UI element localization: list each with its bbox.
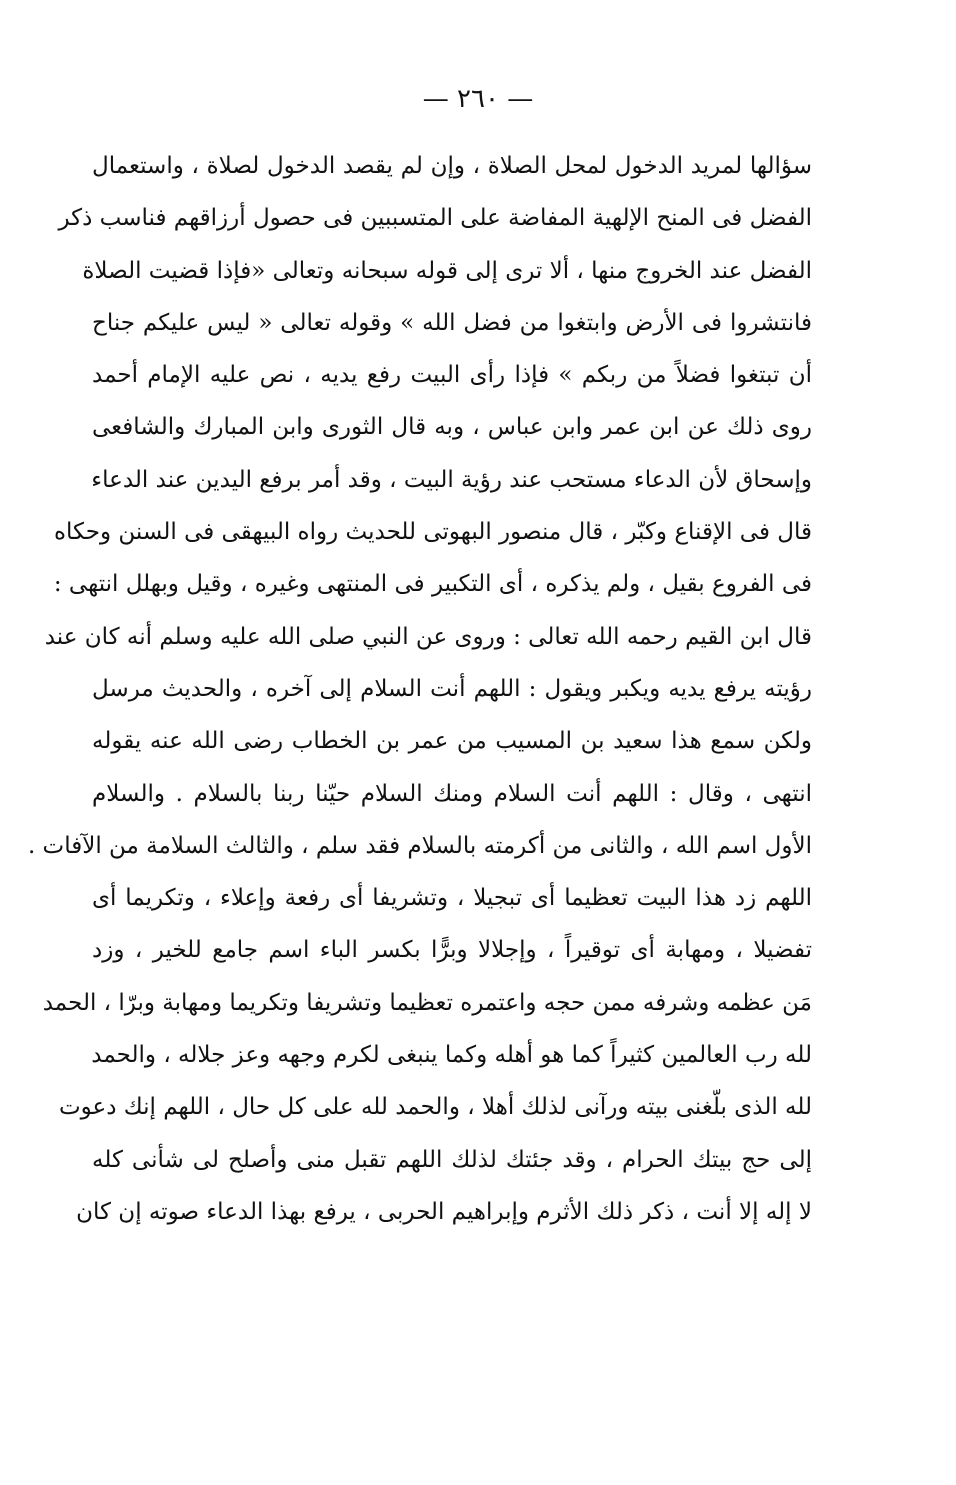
text-line: الفضل عند الخروج منها ، ألا ترى إلى قوله سبحانه وتعالى «فإذا قضيت الصلاة [82, 257, 812, 284]
text-line: ولكن سمع هذا سعيد بن المسيب من عمر بن الخطاب رضى الله عنه يقوله [92, 728, 812, 755]
text-line: وإسحاق لأن الدعاء مستحب عند رؤية البيت ، وقد أمر برفع اليدين عند الدعاء [91, 466, 812, 493]
text-line: مَن عظمه وشرفه ممن حجه واعتمره تعظيما وتشريفا وتكريما ومهابة وبرّا ، الحمد [42, 989, 812, 1016]
page-number: — ٢٦٠ — [422, 84, 534, 114]
text-line: تفضيلا ، ومهابة أى توقيراً ، وإجلالا وبرًّا بكسر الباء اسم جامع للخير ، وزد [92, 937, 812, 964]
text-line: الفضل فى المنح الإلهية المفاضة على المتسببين فى حصول أرزاقهم فناسب ذكر [58, 205, 812, 232]
text-line: اللهم زد هذا البيت تعظيما أى تبجيلا ، وتشريفا أى رفعة وإعلاء ، وتكريما أى [92, 885, 812, 912]
text-line: لله الذى بلّغنى بيته ورآنى لذلك أهلا ، والحمد لله على كل حال ، اللهم إنك دعوت [58, 1094, 812, 1121]
text-line: لله رب العالمين كثيراً كما هو أهله وكما ينبغى لكرم وجهه وعز جلاله ، والحمد [91, 1042, 812, 1069]
text-line: قال ابن القيم رحمه الله تعالى : وروى عن النبي صلى الله عليه وسلم أنه كان عند [44, 623, 812, 650]
text-line: الأول اسم الله ، والثانى من أكرمته بالسلام فقد سلم ، والثالث السلامة من الآفات . [27, 832, 812, 859]
text-line: انتهى ، وقال : اللهم أنت السلام ومنك السلام حيّنا ربنا بالسلام . والسلام [92, 780, 812, 807]
text-line: لا إله إلا أنت ، ذكر ذلك الأثرم وإبراهيم الحربى ، يرفع بهذا الدعاء صوته إن كان [76, 1198, 812, 1225]
text-line: فى الفروع بقيل ، ولم يذكره ، أى التكبير فى المنتهى وغيره ، وقيل وبهلل انتهى : [53, 571, 812, 598]
text-line: روى ذلك عن ابن عمر وابن عباس ، وبه قال الثورى وابن المبارك والشافعى [92, 414, 812, 441]
text-line: رؤيته يرفع يديه ويكبر ويقول : اللهم أنت السلام إلى آخره ، والحديث مرسل [92, 675, 812, 702]
text-line: فانتشروا فى الأرض وابتغوا من فضل الله » وقوله تعالى « ليس عليكم جناح [92, 309, 812, 336]
text-line: سؤالها لمريد الدخول لمحل الصلاة ، وإن لم يقصد الدخول لصلاة ، واستعمال [92, 153, 812, 179]
text-line: قال فى الإقناع وكبّر ، قال منصور البهوتى للحديث رواه البيهقى فى السنن وحكاه [54, 519, 812, 546]
text-line: إلى حج بيتك الحرام ، وقد جئتك لذلك اللهم تقبل منى وأصلح لى شأنى كله [92, 1146, 812, 1173]
text-line: أن تبتغوا فضلاً من ربكم » فإذا رأى البيت رفع يديه ، نص عليه الإمام أحمد [92, 362, 812, 389]
page-text-body [27, 140, 812, 1238]
